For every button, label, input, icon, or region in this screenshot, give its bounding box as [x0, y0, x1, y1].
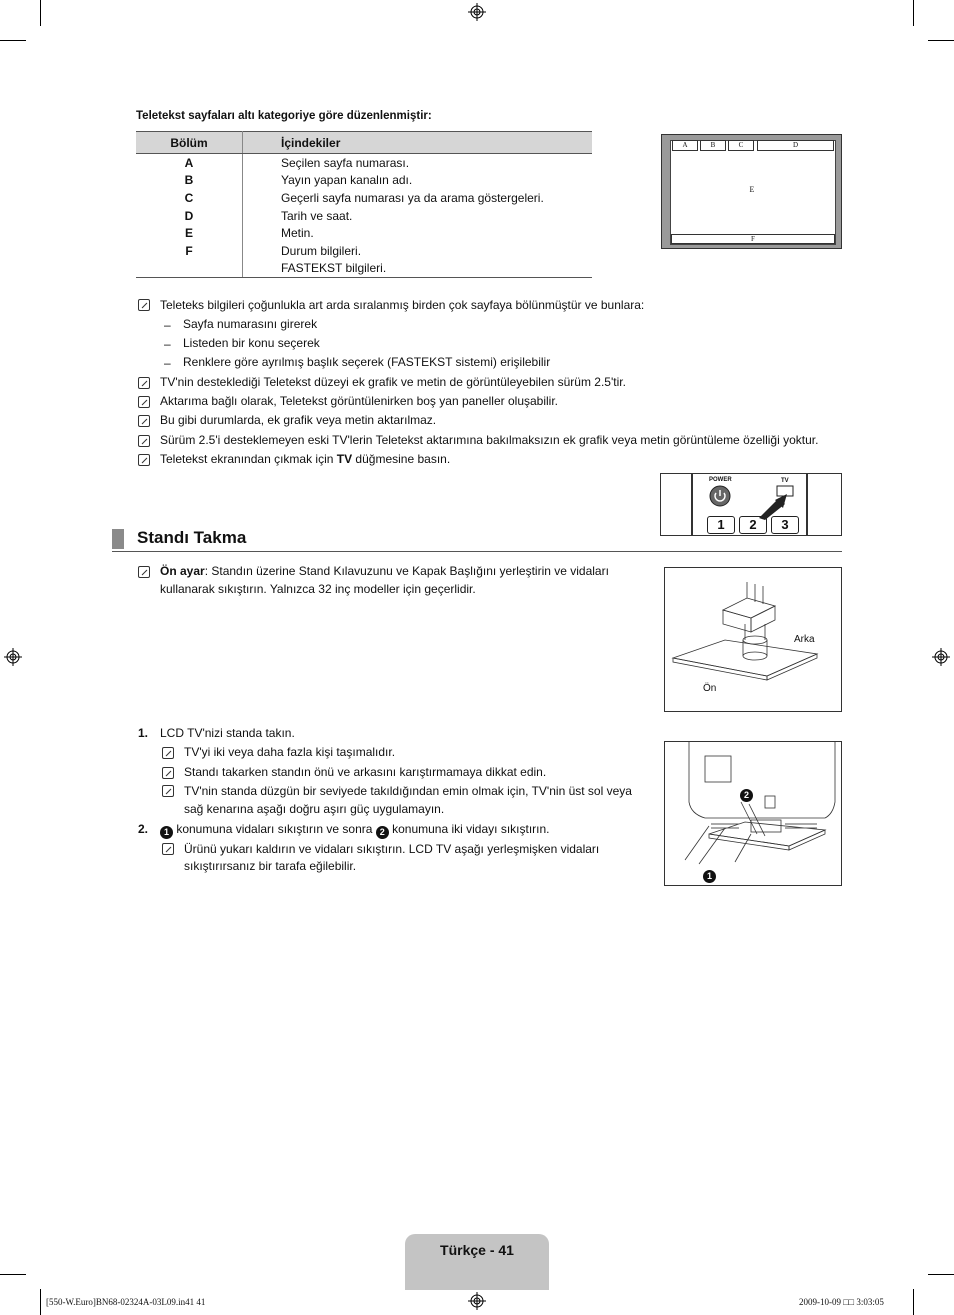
tv-label: TV: [781, 478, 789, 484]
section-title: Standı Takma: [137, 528, 247, 547]
list-item: Sayfa numarasını girerek: [183, 317, 318, 331]
column-header: Bölüm: [136, 132, 243, 154]
table-cell-value: Metin.: [281, 226, 314, 241]
registration-mark-icon: [468, 1292, 486, 1310]
power-button-icon: [709, 485, 731, 507]
teletext-table-title: Teletekst sayfaları altı kategoriye göre düzenlenmiştir:: [136, 110, 432, 122]
step-number: 1.: [138, 726, 149, 740]
diagram-label-c: C: [728, 140, 754, 151]
list-item: Renklere göre ayrılmış başlık seçerek (FASTEKST sistemi) erişilebilir: [183, 355, 551, 369]
note-icon: [162, 767, 174, 779]
diagram-label-e: E: [749, 185, 755, 194]
table-row: [136, 224, 592, 242]
table-row: [136, 189, 592, 207]
tv-stand-screws-illustration: [664, 741, 842, 886]
power-label: POWER: [709, 477, 732, 483]
note-text-line2: sağ kenarına aşağı doğru aşırı güç uygulamayın.: [184, 802, 445, 816]
note-text-line2: sıkıştırırsanız bir tarafa eğilebilir.: [184, 859, 357, 873]
note-text: Ürünü yukarı kaldırın ve vidaları sıkıştırın. LCD TV aşağı yerleşmişken vidaları: [184, 842, 600, 856]
note-text: Bu gibi durumlarda, ek grafik veya metin aktarılmaz.: [160, 413, 437, 427]
crop-mark: [40, 0, 41, 26]
diagram-label-f: F: [671, 234, 835, 244]
diagram-label-a: A: [672, 140, 698, 151]
print-slug-right: 2009-10-09 □□ 3:03:05: [799, 1297, 884, 1307]
note-icon: [138, 435, 150, 447]
preset-note: Ön ayar: Standın üzerine Stand Kılavuzunu ve Kapak Başlığını yerleştirin ve vidaları: [160, 564, 609, 578]
crop-mark: [0, 1274, 26, 1275]
crop-mark: [913, 1289, 914, 1315]
registration-mark-icon: [468, 3, 486, 21]
table-cell-key: F: [136, 242, 243, 260]
table-cell-value: FASTEKST bilgileri.: [243, 260, 593, 278]
callout-1-icon: 1: [703, 870, 716, 883]
table-row: [136, 172, 592, 190]
number-key-3: 3: [771, 516, 799, 534]
remote-control-illustration: [660, 473, 842, 536]
note-text: Teleteks bilgileri çoğunlukla art arda sıralanmış birden çok sayfaya bölünmüştür ve bunlara:: [160, 298, 645, 312]
column-header: İçindekiler: [243, 132, 593, 154]
front-label: Ön: [703, 683, 717, 694]
crop-mark: [40, 1289, 41, 1315]
section-divider: [112, 551, 842, 552]
table-cell-key: D: [136, 207, 243, 225]
diagram-label-b: B: [700, 140, 726, 151]
table-cell-value: Yayın yapan kanalın adı.: [281, 173, 413, 188]
note-icon: [162, 747, 174, 759]
table-row: [136, 154, 592, 172]
registration-mark-icon: [932, 648, 950, 666]
dash-bullet: –: [164, 318, 171, 332]
note-icon: [138, 396, 150, 408]
step-text: 1 konumuna vidaları sıkıştırın ve sonra 2 konumuna iki vidayı sıkıştırın.: [160, 820, 550, 839]
registration-mark-icon: [4, 648, 22, 666]
back-label: Arka: [794, 634, 815, 645]
note-text: TV'yi iki veya daha fazla kişi taşımalıdır.: [184, 745, 396, 759]
number-key-2: 2: [739, 516, 767, 534]
circle-number-1-icon: 1: [160, 826, 173, 839]
note-text: Teletekst ekranından çıkmak için TV düğmesine basın.: [160, 452, 451, 466]
dash-bullet: –: [164, 356, 171, 370]
table-cell-key: E: [136, 224, 243, 242]
note-text: Sürüm 2.5'i desteklemeyen eski TV'lerin Teletekst aktarımına bakılmaksızın ek grafik veya metin görüntüleme özelliği yoktur.: [160, 433, 819, 447]
note-icon: [138, 566, 150, 578]
crop-mark: [913, 0, 914, 26]
number-key-1: 1: [707, 516, 735, 534]
table-cell-key: [136, 260, 243, 278]
note-icon: [138, 377, 150, 389]
step-text: LCD TV'nizi standa takın.: [160, 726, 295, 740]
table-cell-key: A: [136, 154, 243, 172]
crop-mark: [928, 1274, 954, 1275]
table-header-row: [136, 132, 592, 154]
crop-mark: [928, 40, 954, 41]
step-number: 2.: [138, 822, 149, 836]
table-row: [136, 260, 592, 278]
print-slug-left: [550-W.Euro]BN68-02324A-03L09.in41 41: [46, 1297, 206, 1307]
table-cell-value: Seçilen sayfa numarası.: [281, 155, 410, 170]
table-cell-value: Tarih ve saat.: [281, 208, 353, 223]
tv-button-icon: [757, 484, 799, 520]
table-cell-value: Geçerli sayfa numarası ya da arama göstergeleri.: [281, 190, 544, 205]
callout-2-icon: 2: [740, 789, 753, 802]
table-row: [136, 207, 592, 225]
note-icon: [162, 843, 174, 855]
stand-guide-illustration: [664, 567, 842, 712]
list-item: Listeden bir konu seçerek: [183, 336, 320, 350]
note-text: TV'nin standa düzgün bir seviyede takıldığından emin olmak için, TV'nin üst sol veya: [184, 784, 632, 798]
table-cell-value: Durum bilgileri.: [281, 243, 362, 258]
table-cell-key: C: [136, 189, 243, 207]
tip-icon: [138, 454, 150, 466]
section-marker: [112, 529, 124, 549]
crop-mark: [0, 40, 26, 41]
teletext-screen-diagram: [661, 134, 842, 249]
note-icon: [162, 785, 174, 797]
preset-note-line2: kullanarak sıkıştırın. Yalnızca 32 inç modeller için geçerlidir.: [160, 582, 476, 596]
dash-bullet: –: [164, 337, 171, 351]
table-cell-key: B: [136, 172, 243, 190]
page-number: Türkçe - 41: [440, 1242, 514, 1258]
note-text: Aktarıma bağlı olarak, Teletekst görüntülenirken boş yan paneller oluşabilir.: [160, 394, 559, 408]
note-icon: [138, 299, 150, 311]
note-text: Standı takarken standın önü ve arkasını karıştırmamaya dikkat edin.: [184, 765, 547, 779]
note-text: TV'nin desteklediği Teletekst düzeyi ek grafik ve metin de görüntüleyebilen sürüm 2.5'tir.: [160, 375, 626, 389]
circle-number-2-icon: 2: [376, 826, 389, 839]
note-icon: [138, 415, 150, 427]
tv-back-stand-icon: [665, 742, 841, 885]
teletext-table: [136, 131, 592, 278]
diagram-label-d: D: [757, 140, 834, 151]
table-row: [136, 242, 592, 260]
